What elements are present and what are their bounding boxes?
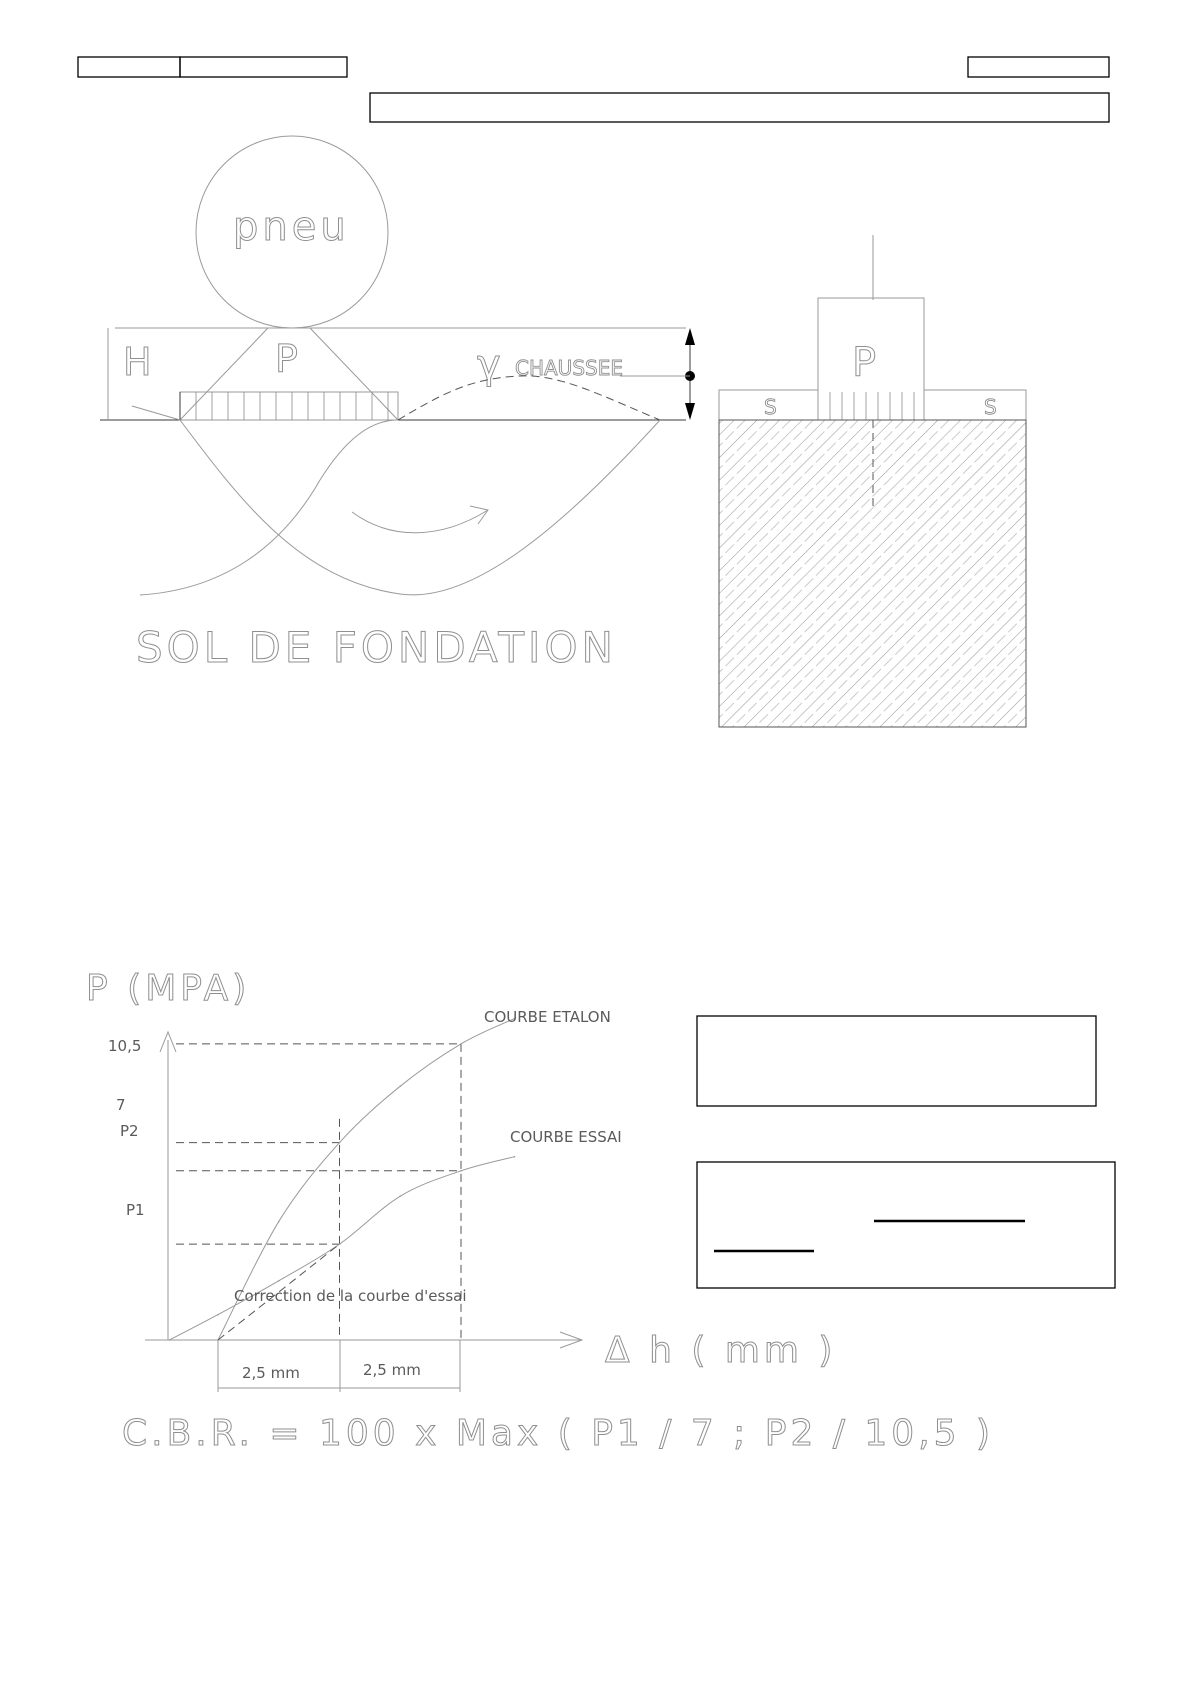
standard-curve-label: COURBE ETALON: [484, 1008, 611, 1026]
title-banner: [370, 93, 1109, 122]
correction-label: Correction de la courbe d'essai: [234, 1287, 467, 1305]
title-cell-2: [180, 57, 347, 77]
pavement-label: CHAUSSEE: [515, 356, 623, 380]
series-point-0-1: [278, 1221, 280, 1223]
surcharge-right-label: S: [984, 395, 997, 419]
series-point-1-6: [514, 1156, 516, 1158]
y-tick-7: 7: [116, 1096, 126, 1114]
note-boxes: [697, 1016, 1115, 1288]
x-axis-title: Δ h ( mm ): [605, 1330, 837, 1371]
y-tick-10-5: 10,5: [108, 1037, 142, 1055]
rotation-arrow: [352, 510, 488, 533]
title-cell-1: [78, 57, 180, 77]
series-point-1-1: [217, 1314, 219, 1316]
tire-label: pneu: [233, 204, 350, 250]
series-point-1-0: [169, 1339, 171, 1341]
deflection-wave: [398, 376, 660, 420]
title-block: [78, 57, 1109, 122]
interval-label-2: 2,5 mm: [363, 1361, 421, 1379]
failure-curve-2: [140, 420, 398, 595]
thickness-arrow-up: [685, 328, 695, 345]
series-point-0-4: [460, 1043, 462, 1045]
load-spread-right: [310, 328, 398, 420]
subgrade-label: SOL DE FONDATION: [136, 623, 617, 672]
series-line-courbe-essai: [169, 1157, 514, 1340]
surcharge-right: [924, 390, 1026, 420]
piston-load-label: P: [852, 340, 881, 386]
height-label: H: [123, 340, 156, 384]
thickness-arrow-down: [685, 403, 695, 420]
series-point-1-5: [460, 1170, 462, 1172]
series-point-0-3: [399, 1085, 401, 1087]
series-point-1-2: [278, 1280, 280, 1282]
piston-ticks: [830, 392, 914, 420]
series-point-0-2: [339, 1142, 341, 1144]
y-tick-p2: P2: [120, 1122, 139, 1140]
series-point-1-3: [339, 1243, 341, 1245]
tire-pavement-diagram: [100, 136, 695, 672]
interval-label-1: 2,5 mm: [242, 1364, 300, 1382]
failure-curve-1: [180, 420, 660, 595]
pressure-diagram: [180, 392, 398, 420]
gamma-symbol: γ: [477, 342, 505, 388]
note-box-2: [697, 1162, 1115, 1288]
soil-sample: [719, 420, 1026, 727]
pressure-ticks: [196, 392, 388, 420]
series-point-1-4: [399, 1195, 401, 1197]
cbr-chart: [86, 968, 994, 1454]
piston-soil-diagram: [719, 235, 1026, 727]
load-label: P: [275, 337, 302, 381]
y-axis-title: P (MPA): [86, 968, 251, 1009]
ground-tick: [132, 406, 180, 420]
cbr-formula: C.B.R. = 100 x Max ( P1 / 7 ; P2 / 10,5 ): [122, 1413, 995, 1454]
title-cell-3: [968, 57, 1109, 77]
note-box-1: [697, 1016, 1096, 1106]
y-tick-p1: P1: [126, 1201, 145, 1219]
surcharge-left-label: S: [764, 395, 777, 419]
test-curve-label: COURBE ESSAI: [510, 1128, 622, 1146]
load-spread-left: [180, 328, 268, 420]
